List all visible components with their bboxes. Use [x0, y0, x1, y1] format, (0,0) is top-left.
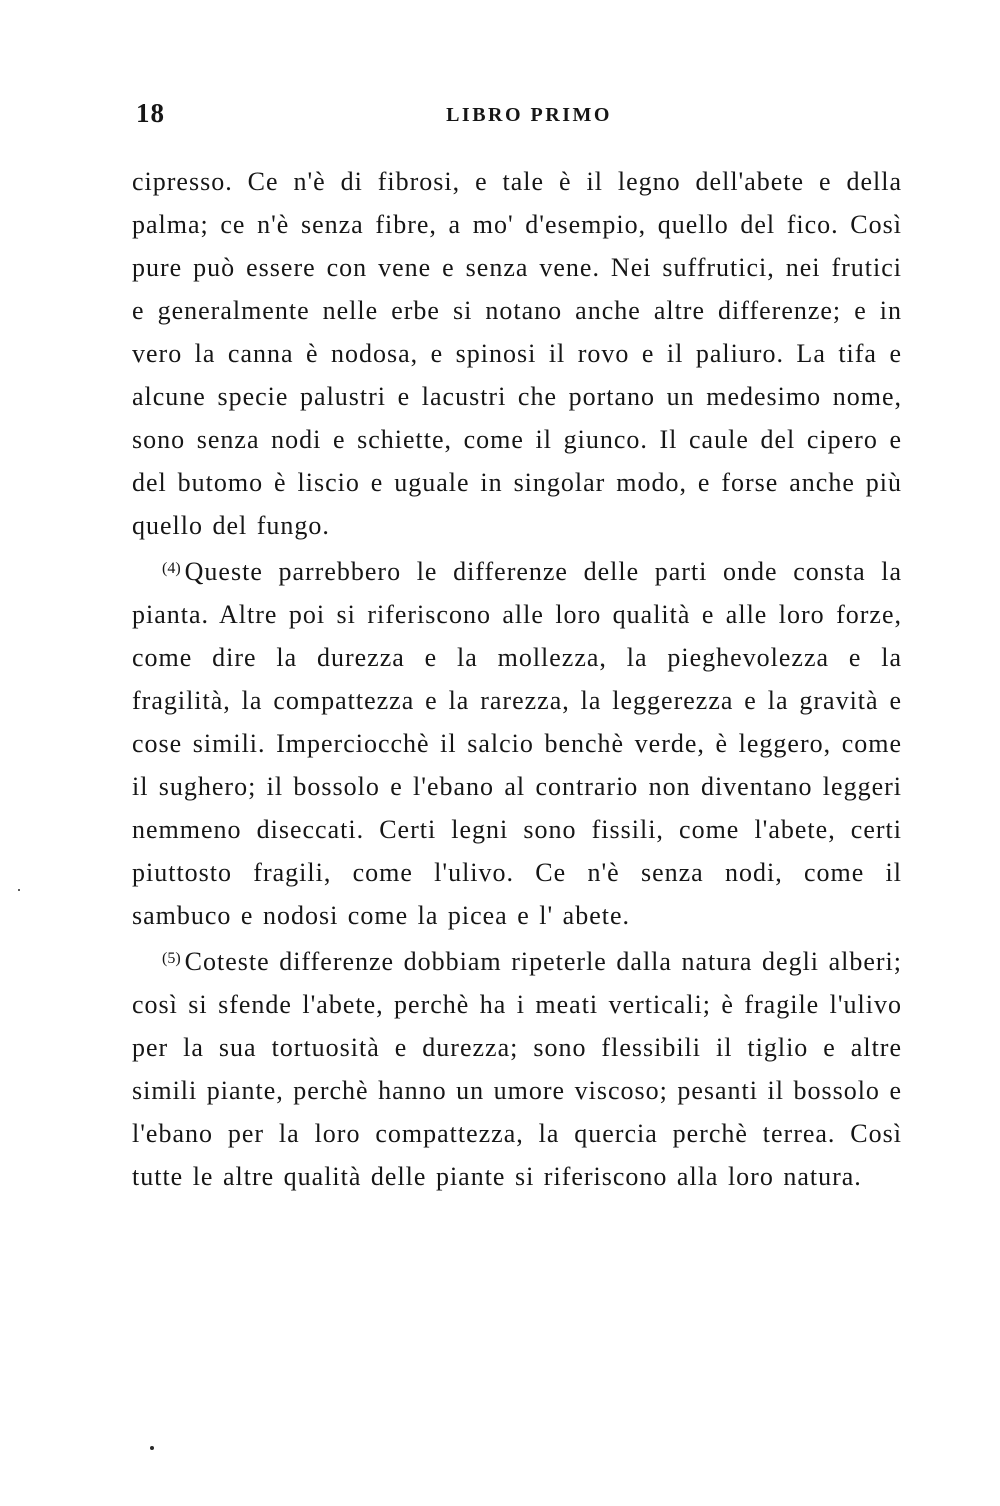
- paragraph-text: Coteste differenze dobbiam ripeterle dalla natura degli alberi; così si sfende l'abete, perchè ha i meati verticali; è fragile l'ulivo per la sua tortuosità e durezza; sono flessibili il tiglio e altre simili piante, perchè hanno un umore viscoso; pesanti il bossolo e l'ebano per la loro compattezza, la quercia perchè terrea. Così tutte le altre qualità delle piante si riferiscono alla loro natura.: [132, 947, 902, 1191]
- section-marker: (4): [162, 560, 181, 577]
- running-head: LIBRO PRIMO: [446, 104, 612, 126]
- paragraph-text: cipresso. Ce n'è di fibrosi, e tale è il legno dell'abete e della palma; ce n'è senza fibre, a mo' d'esempio, quello del fico. Così pure può essere con vene e senza vene. Nei suffrutici, nei frutici e generalmente nelle erbe si notano anche altre differenze; e in vero la canna è nodosa, e spinosi il rovo e il paliuro. La tifa e alcune specie palustri e lacustri che portano un medesimo nome, sono senza nodi e schiette, come il giunco. Il caule del cipero e del butomo è liscio e uguale in singolar modo, e forse anche più quello del fungo.: [132, 167, 902, 540]
- paragraph-continuation: [132, 160, 902, 547]
- paragraph-4: [132, 547, 902, 937]
- print-speck: [150, 1446, 154, 1450]
- body-text: [132, 160, 902, 1198]
- page-number: 18: [136, 98, 165, 128]
- paragraph-5: [132, 937, 902, 1198]
- section-marker: (5): [162, 950, 181, 967]
- print-speck: [18, 889, 20, 891]
- page-header: [132, 98, 902, 138]
- paragraph-text: Queste parrebbero le differenze delle parti onde consta la pianta. Altre poi si riferiscono alle loro qualità e alle loro forze, come dire la durezza e la mollezza, la pieghevolezza e la fragilità, la compattezza e la rarezza, la leggerezza e la gravità e cose simili. Imperciocchè il salcio benchè verde, è leggero, come il sughero; il bossolo e l'ebano al contrario non diventano leggeri nemmeno diseccati. Certi legni sono fissili, come l'abete, certi piuttosto fragili, come l'ulivo. Ce n'è senza nodi, come il sambuco e nodosi come la picea e l' abete.: [132, 557, 902, 930]
